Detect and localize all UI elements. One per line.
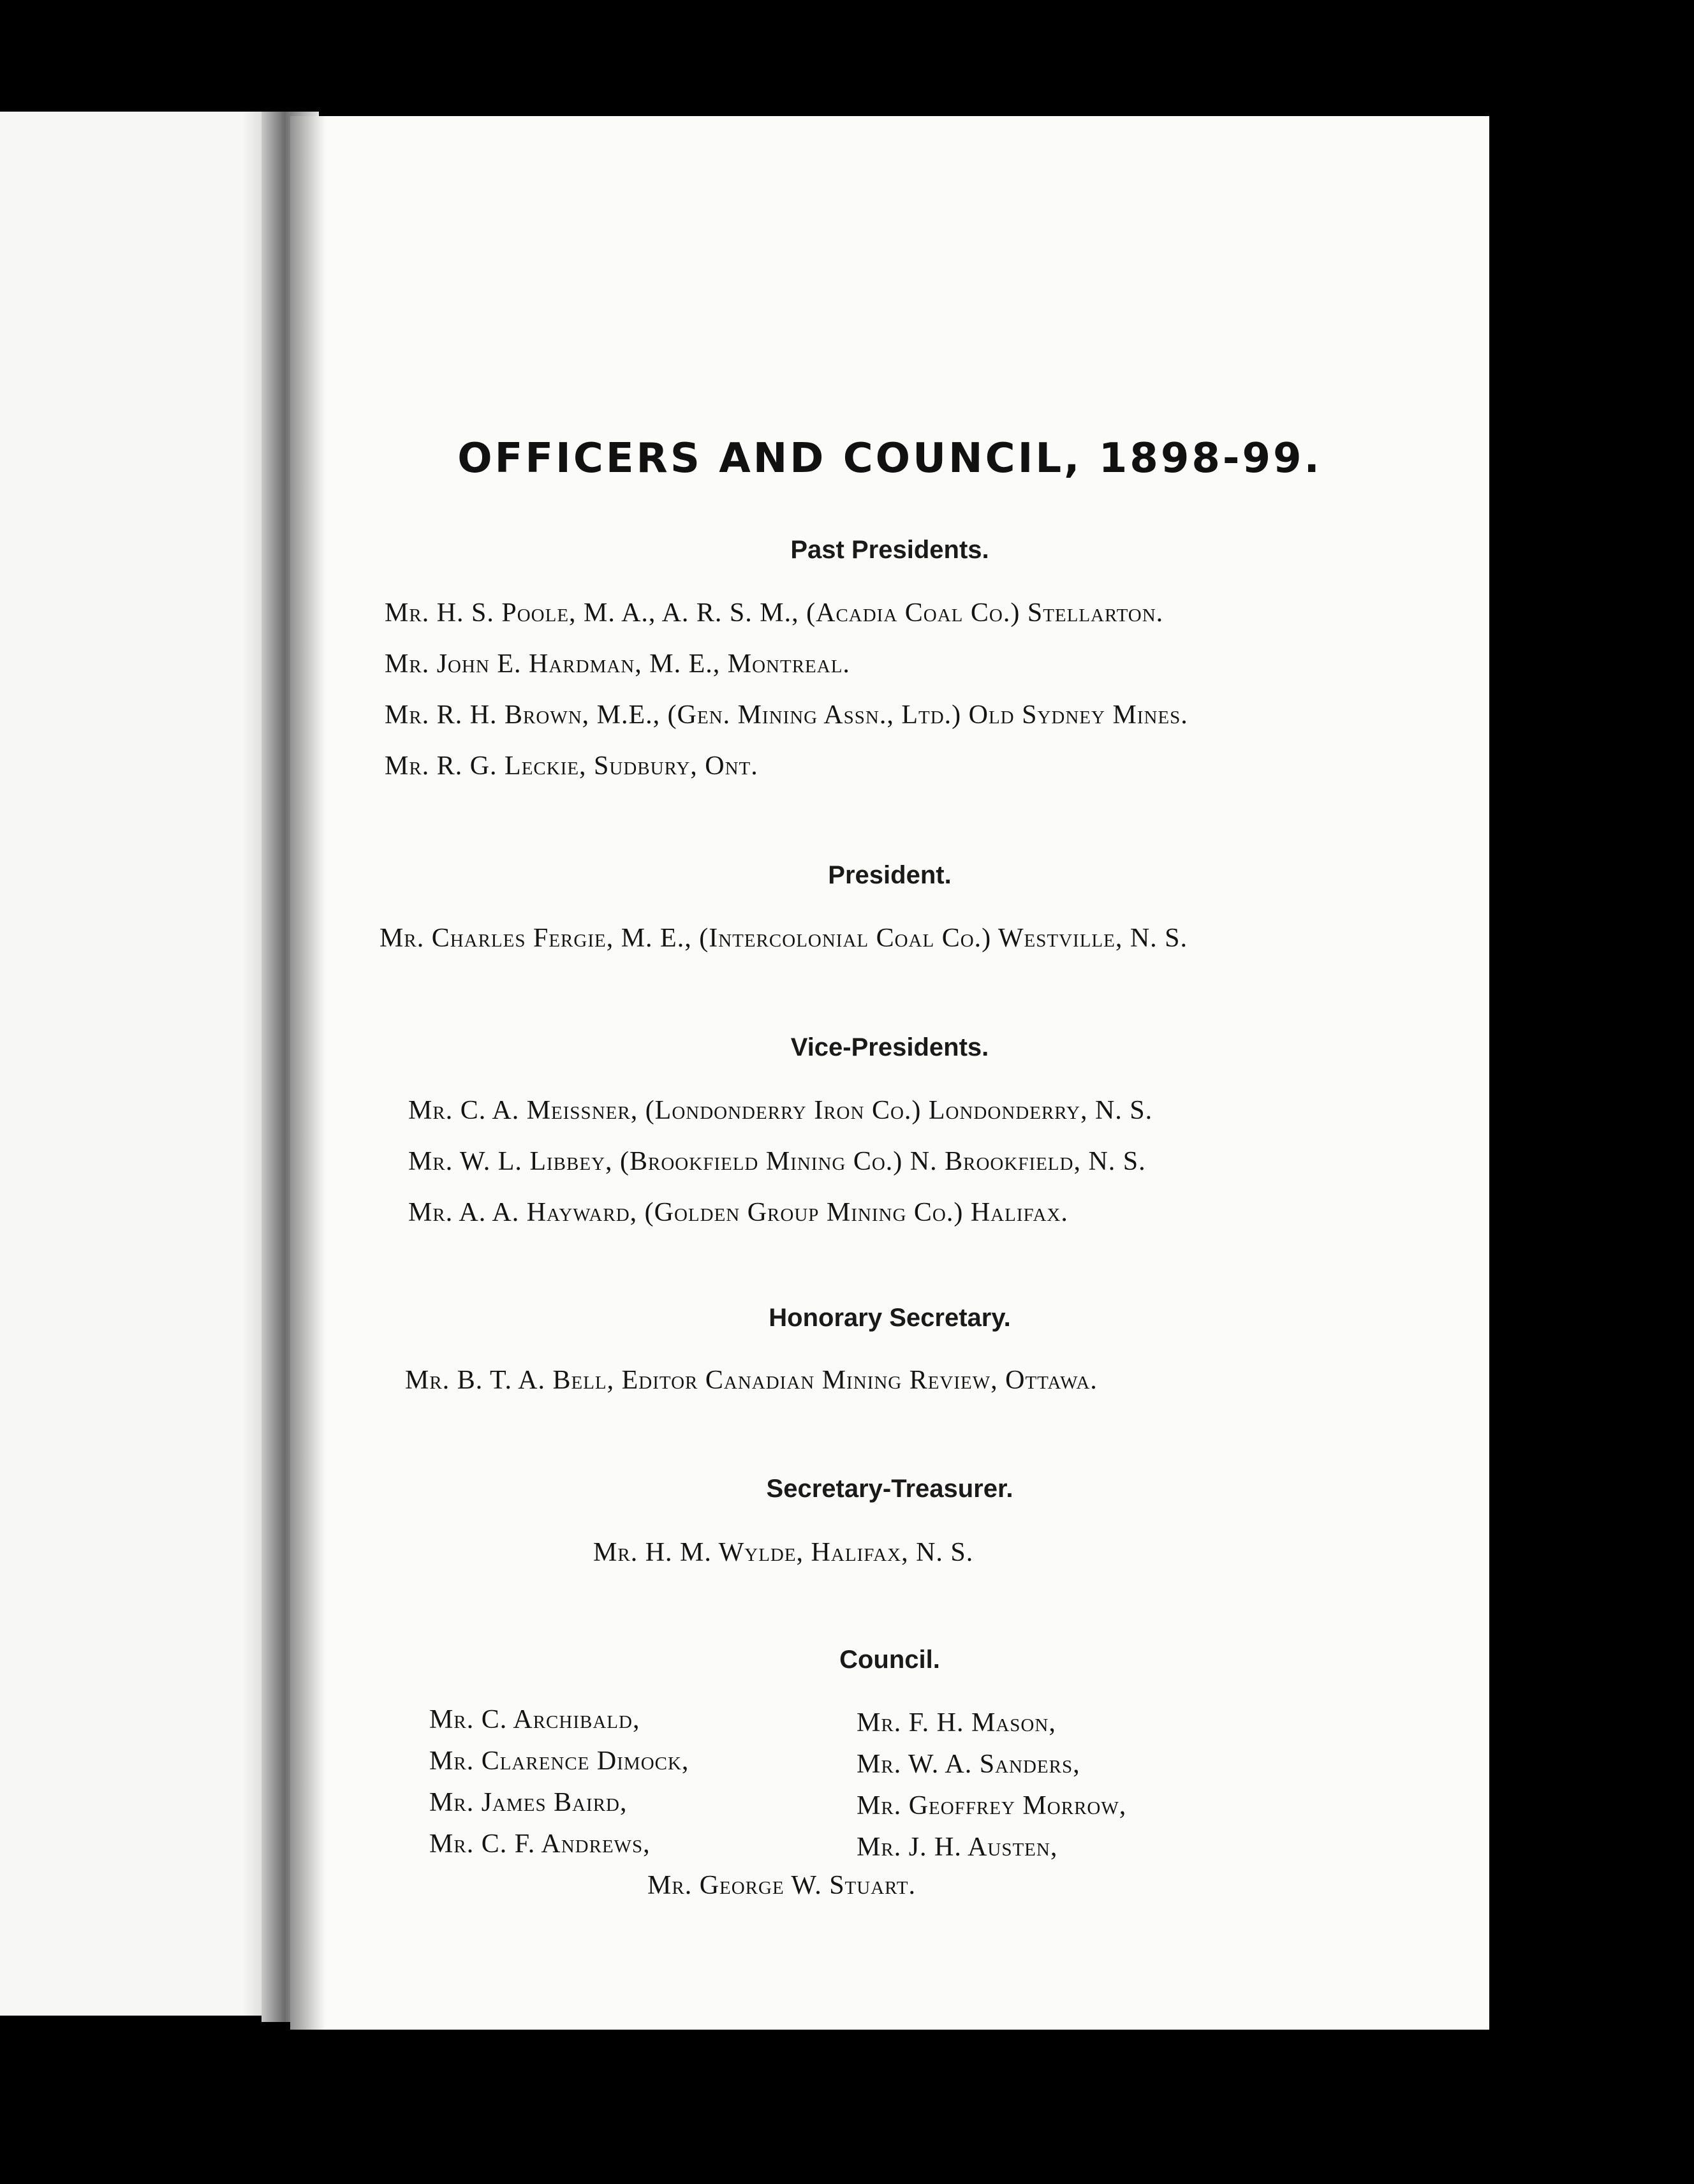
president-line: Mr. Charles Fergie, M. E., (Intercolonial Coal Co.) Westville, N. S. — [379, 924, 1188, 953]
past-president-line: Mr. R. G. Leckie, Sudbury, Ont. — [385, 751, 758, 781]
heading-past-presidents: Past Presidents. — [790, 536, 989, 564]
vice-president-line: Mr. W. L. Libbey, (Brookfield Mining Co.) N. Brookfield, N. S. — [408, 1147, 1146, 1176]
heading-honorary-secretary: Honorary Secretary. — [769, 1304, 1011, 1332]
heading-president: President. — [828, 861, 952, 889]
past-president-line: Mr. John E. Hardman, M. E., Montreal. — [385, 649, 850, 679]
council-member: Mr. Clarence Dimock, — [429, 1746, 689, 1776]
vice-president-line: Mr. A. A. Hayward, (Golden Group Mining Co.) Halifax. — [408, 1198, 1068, 1227]
vice-president-line: Mr. C. A. Meissner, (Londonderry Iron Co.) Londonderry, N. S. — [408, 1096, 1153, 1125]
council-member: Mr. F. H. Mason, — [857, 1708, 1056, 1738]
heading-vice-presidents: Vice-Presidents. — [790, 1033, 989, 1061]
council-member: Mr. George W. Stuart. — [647, 1871, 916, 1900]
heading-council: Council. — [839, 1646, 940, 1674]
page-title: OFFICERS AND COUNCIL, 1898-99. — [457, 435, 1322, 482]
council-member: Mr. J. H. Austen, — [857, 1833, 1058, 1862]
council-member: Mr. W. A. Sanders, — [857, 1750, 1080, 1779]
secretary-treasurer-line: Mr. H. M. Wylde, Halifax, N. S. — [593, 1538, 974, 1567]
document-page — [290, 116, 1489, 2030]
council-member: Mr. James Baird, — [429, 1788, 628, 1817]
past-president-line: Mr. R. H. Brown, M.E., (Gen. Mining Assn., Ltd.) Old Sydney Mines. — [385, 700, 1188, 730]
honorary-secretary-line: Mr. B. T. A. Bell, Editor Canadian Mining Review, Ottawa. — [405, 1366, 1098, 1395]
heading-secretary-treasurer: Secretary-Treasurer. — [766, 1475, 1013, 1503]
facing-page-edge — [0, 112, 281, 2016]
council-member: Mr. C. F. Andrews, — [429, 1829, 651, 1859]
council-member: Mr. Geoffrey Morrow, — [857, 1791, 1127, 1820]
council-member: Mr. C. Archibald, — [429, 1705, 640, 1734]
past-president-line: Mr. H. S. Poole, M. A., A. R. S. M., (Acadia Coal Co.) Stellarton. — [385, 598, 1164, 628]
